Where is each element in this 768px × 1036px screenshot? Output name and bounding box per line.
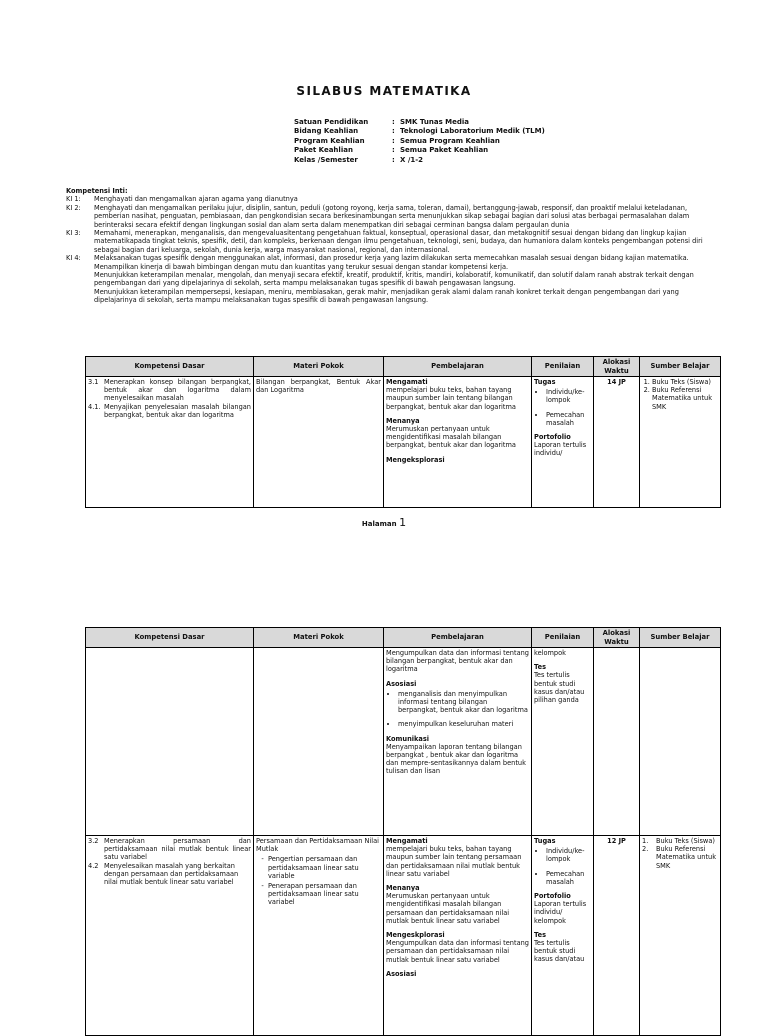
alokasi-cell: 12 JP <box>594 836 640 1036</box>
kd-item <box>88 378 251 403</box>
ki-label: KI 1: <box>66 195 81 204</box>
alokasi-cell: 14 JP <box>594 377 640 508</box>
ki-item <box>66 204 706 229</box>
info-value: Semua Program Keahlian <box>400 136 500 145</box>
activity-text: Mengumpulkan data dan informasi tentang bilangan berpangkat, bentuk akar dan logaritma <box>386 649 529 674</box>
table-header-row <box>86 628 721 648</box>
page-num: 1 <box>399 516 407 529</box>
source-text: Buku Referensi Matematika untuk SMK <box>656 845 717 870</box>
ki-item <box>66 195 706 203</box>
ki-extra <box>66 271 706 288</box>
col-header: Kompetensi Dasar <box>86 628 254 648</box>
ki-label: KI 4: <box>66 254 81 263</box>
col-header: Pembelajaran <box>384 628 532 648</box>
ki-extra-text: Menunjukkan keterampilan mempersepsi, kesiapan, meniru, membiasakan, gerak mahir, menjadikan gerak alami dalam ranah konkret terkait dengan pengembangan dari yang dipelajarinya di sekolah, serta mampu melaksanakan tugas spesifik di bawah pengawasan langsung. <box>94 287 679 305</box>
assessment-heading: Tes <box>534 930 547 939</box>
activity-heading: Menanya <box>386 884 420 893</box>
info-colon: : <box>392 155 395 164</box>
info-colon: : <box>392 127 395 136</box>
info-row <box>294 156 545 165</box>
pembelajaran-cell <box>384 648 532 836</box>
col-header: Alokasi Waktu <box>594 628 640 648</box>
source-item: 2. Buku Referensi Matematika untuk SMK <box>652 386 718 411</box>
activity-text: Merumuskan pertanyaan untuk mengidentifikasi masalah bilangan berpangkat, bentuk akar dan logaritma <box>386 425 516 450</box>
activity-heading: Asosiasi <box>386 969 417 978</box>
ki-extra <box>66 263 706 271</box>
materi-cell <box>254 648 384 836</box>
sumber-cell <box>640 648 721 836</box>
ki-text: Melaksanakan tugas spesifik dengan menggunakan alat, informasi, dan prosedur kerja yang lazim dilakukan serta memecahkan masalah sesuai dengan bidang kajian matematika. <box>94 254 689 263</box>
sumber-cell <box>640 377 721 508</box>
info-key: Bidang Keahlian <box>294 127 359 136</box>
sumber-cell <box>640 836 721 1036</box>
activity-list <box>386 690 529 729</box>
kd-cell <box>86 836 254 1036</box>
assessment-list <box>534 847 591 886</box>
col-header: Sumber Belajar <box>640 628 721 648</box>
kd-number: 4.2 <box>88 861 99 870</box>
info-value: SMK Tunas Media <box>400 118 470 126</box>
info-colon: : <box>392 118 395 126</box>
activity-heading: Mengamati <box>386 378 428 386</box>
assessment-text: kelompok <box>534 649 566 657</box>
kd-number: 3.2 <box>88 837 99 845</box>
ki-label: KI 2: <box>66 203 81 212</box>
kompetensi-inti <box>66 187 706 305</box>
assessment-list <box>534 388 591 427</box>
syllabus-table-1 <box>85 356 721 508</box>
assessment-heading: Portofolio <box>534 892 571 901</box>
pembelajaran-cell <box>384 836 532 1036</box>
col-header: Materi Pokok <box>254 628 384 648</box>
assessment-item: • Pemecahan masalah <box>546 870 591 886</box>
kd-cell <box>86 377 254 508</box>
penilaian-cell <box>532 836 594 1036</box>
info-row <box>294 146 545 155</box>
page-number <box>0 516 768 529</box>
assessment-heading: Tes <box>534 663 547 672</box>
table-row <box>86 377 721 508</box>
ki-extra <box>66 288 706 305</box>
penilaian-cell <box>532 648 594 836</box>
ki-text: Memahami, menerapkan, menganalisis, dan mengevaluasitentang pengetahuan faktual, konseptual, operasional dasar, dan metakognitif sesuai dengan bidang dan lingkup kajian matematikapada tingkat teknis, spesifik, detil, dan kompleks, berkenaan dengan ilmu pengetahuan, teknologi, seni, budaya, dan humaniora dalam konteks pengembangan potensi diri sebagai bagian dari keluarga, sekolah, dunia kerja, warga masyarakat nasional, regional, dan internasional. <box>94 229 703 254</box>
source-list <box>642 378 718 411</box>
assessment-text: Tes tertulis bentuk studi kasus dan/atau <box>534 939 585 964</box>
kd-item <box>88 862 251 887</box>
assessment-item: • Individu/ke-lompok <box>546 847 591 863</box>
assessment-heading: Tugas <box>534 837 556 845</box>
col-header: Alokasi Waktu <box>594 357 640 377</box>
col-header: Pembelajaran <box>384 357 532 377</box>
assessment-heading: Portofolio <box>534 433 571 442</box>
info-colon: : <box>392 136 395 145</box>
assessment-item: • Pemecahan masalah <box>546 411 591 427</box>
info-value: X /1-2 <box>400 155 424 164</box>
source-text: Buku Teks (Siswa) <box>656 837 715 845</box>
ki-text: Menghayati dan mengamalkan ajaran agama yang dianutnya <box>94 195 298 204</box>
ki-item <box>66 254 706 262</box>
source-item <box>642 837 718 845</box>
document-title: SILABUS MATEMATIKA <box>296 84 472 98</box>
source-item: 1. Buku Teks (Siswa) <box>652 378 718 386</box>
activity-item: • menganalisis dan menyimpulkan informasi tentang bilangan berpangkat, bentuk akar dan logaritma <box>398 690 529 715</box>
info-value: Teknologi Laboratorium Medik (TLM) <box>400 127 545 136</box>
activity-heading: Asosiasi <box>386 679 417 688</box>
source-item <box>642 845 718 870</box>
activity-text: Merumuskan pertanyaan untuk mengidentifikasi masalah bilangan persamaan dan pertidaksamaan nilai mutlak bentuk linear satu variabel <box>386 892 510 925</box>
col-header: Sumber Belajar <box>640 357 721 377</box>
activity-text: mempelajari buku teks, bahan tayang maupun sumber lain tentang bilangan berpangkat, bentuk akar dan logaritma <box>386 386 516 411</box>
col-header: Penilaian <box>532 357 594 377</box>
ki-extra-text: Menunjukkan keterampilan menalar, mengolah, dan menyaji secara efektif, kreatif, produktif, kritis, mandiri, kolaboratif, komunikatif, dan solutif dalam ranah abstrak terkait dengan pengembangan dari yang dipelajarinya di sekolah, serta mampu melaksanakan tugas spesifik di bawah pengawasan langsung. <box>94 271 694 288</box>
table-row <box>86 648 721 836</box>
kd-number: 3.1 <box>88 378 99 386</box>
info-row <box>294 137 545 146</box>
info-key: Kelas /Semester <box>294 155 358 164</box>
info-key: Program Keahlian <box>294 136 365 145</box>
activity-text: mempelajari buku teks, bahan tayang maupun sumber lain tentang persamaan dan pertidaksamaan nilai mutlak bentuk linear satu variabel <box>386 845 522 878</box>
ki-label: KI 3: <box>66 229 81 238</box>
activity-heading: Komunikasi <box>386 734 430 743</box>
assessment-text: Laporan tertulis individu/ kelompok <box>534 900 587 925</box>
kd-item <box>88 403 251 419</box>
kd-text: Menyajikan penyelesaian masalah bilangan berpangkat, bentuk akar dan logaritma <box>104 402 251 419</box>
kd-text: Menyelesaikan masalah yang berkaitan dengan persamaan dan pertidaksamaan nilai mutlak bentuk linear satu variabel <box>104 861 239 887</box>
info-row <box>294 118 545 127</box>
activity-item: • menyimpulkan keseluruhan materi <box>398 720 529 728</box>
kd-text: Menerapkan persamaan dan pertidaksamaan nilai mutlak bentuk linear satu variabel <box>104 837 251 862</box>
activity-text: Menyampaikan laporan tentang bilangan berpangkat , bentuk akar dan logaritma dan mempre-sentasikannya dalam bentuk tulisan dan lisan <box>386 742 526 776</box>
col-header: Penilaian <box>532 628 594 648</box>
assessment-item: • Individu/ke-lompok <box>546 388 591 404</box>
pembelajaran-cell <box>384 377 532 508</box>
col-header: Kompetensi Dasar <box>86 357 254 377</box>
assessment-text: Tes tertulis bentuk studi kasus dan/atau pilihan ganda <box>534 671 585 705</box>
materi-item: - Penerapan persamaan dan pertidaksamaan linear satu variabel <box>268 882 381 907</box>
assessment-text: Laporan tertulis individu/ <box>534 441 587 458</box>
syllabus-table-2 <box>85 627 721 1036</box>
ki-heading: Kompetensi Inti: <box>66 187 128 195</box>
source-number: 2. <box>642 845 649 854</box>
table-row <box>86 836 721 1036</box>
penilaian-cell <box>532 377 594 508</box>
syllabus-info <box>294 118 545 165</box>
activity-text: Mengumpulkan data dan informasi tentang persamaan dan pertidaksamaan nilai mutlak bentuk linear satu variabel <box>386 939 529 964</box>
activity-heading: Mengamati <box>386 837 428 845</box>
table-header-row <box>86 357 721 377</box>
info-key: Satuan Pendidikan <box>294 118 369 126</box>
kd-text: Menerapkan konsep bilangan berpangkat, bentuk akar dan logaritma dalam menyelesaikan masalah <box>104 378 251 403</box>
activity-heading: Menanya <box>386 416 420 425</box>
ki-text: Menghayati dan mengamalkan perilaku jujur, disiplin, santun, peduli (gotong royong, kerja sama, toleran, damai), bertanggung-jawab, responsif, dan proaktif melalui keteladanan, pemberian nasihat, penguatan, pembiasaan, dan pengkondisian secara berkesinambungan serta menunjukkan sikap sebagai bagian dari solusi atas berbagai permasalahan dalam berinteraksi secara efektif dengan lingkungan sosial dan alam serta dalam menempatkan diri sebagai cerminan bangsa dalam pergaulan dunia <box>94 203 690 229</box>
source-number: 1. <box>642 837 649 845</box>
materi-list <box>256 855 381 906</box>
ki-item <box>66 229 706 254</box>
page-label: Halaman <box>361 520 397 528</box>
activity-heading: Mengeskplorasi <box>386 931 445 940</box>
info-value: Semua Paket Keahlian <box>400 146 489 155</box>
activity-heading: Mengeksplorasi <box>386 455 445 464</box>
materi-item: - Pengertian persamaan dan pertidaksamaan linear satu variable <box>268 855 381 880</box>
ki-extra-text: Menampilkan kinerja di bawah bimbingan dengan mutu dan kuantitas yang terukur sesuai dengan standar kompetensi kerja. <box>94 262 509 271</box>
materi-text: Persamaan dan Pertidaksamaan Nilai Mutlak <box>256 837 379 854</box>
info-colon: : <box>392 146 395 155</box>
assessment-heading: Tugas <box>534 378 556 386</box>
kd-item <box>88 837 251 862</box>
materi-cell: Bilangan berpangkat, Bentuk Akar dan Logaritma <box>254 377 384 508</box>
materi-cell <box>254 836 384 1036</box>
info-key: Paket Keahlian <box>294 146 353 155</box>
info-row <box>294 127 545 136</box>
kd-cell <box>86 648 254 836</box>
kd-number: 4.1. <box>88 402 101 411</box>
col-header: Materi Pokok <box>254 357 384 377</box>
alokasi-cell <box>594 648 640 836</box>
